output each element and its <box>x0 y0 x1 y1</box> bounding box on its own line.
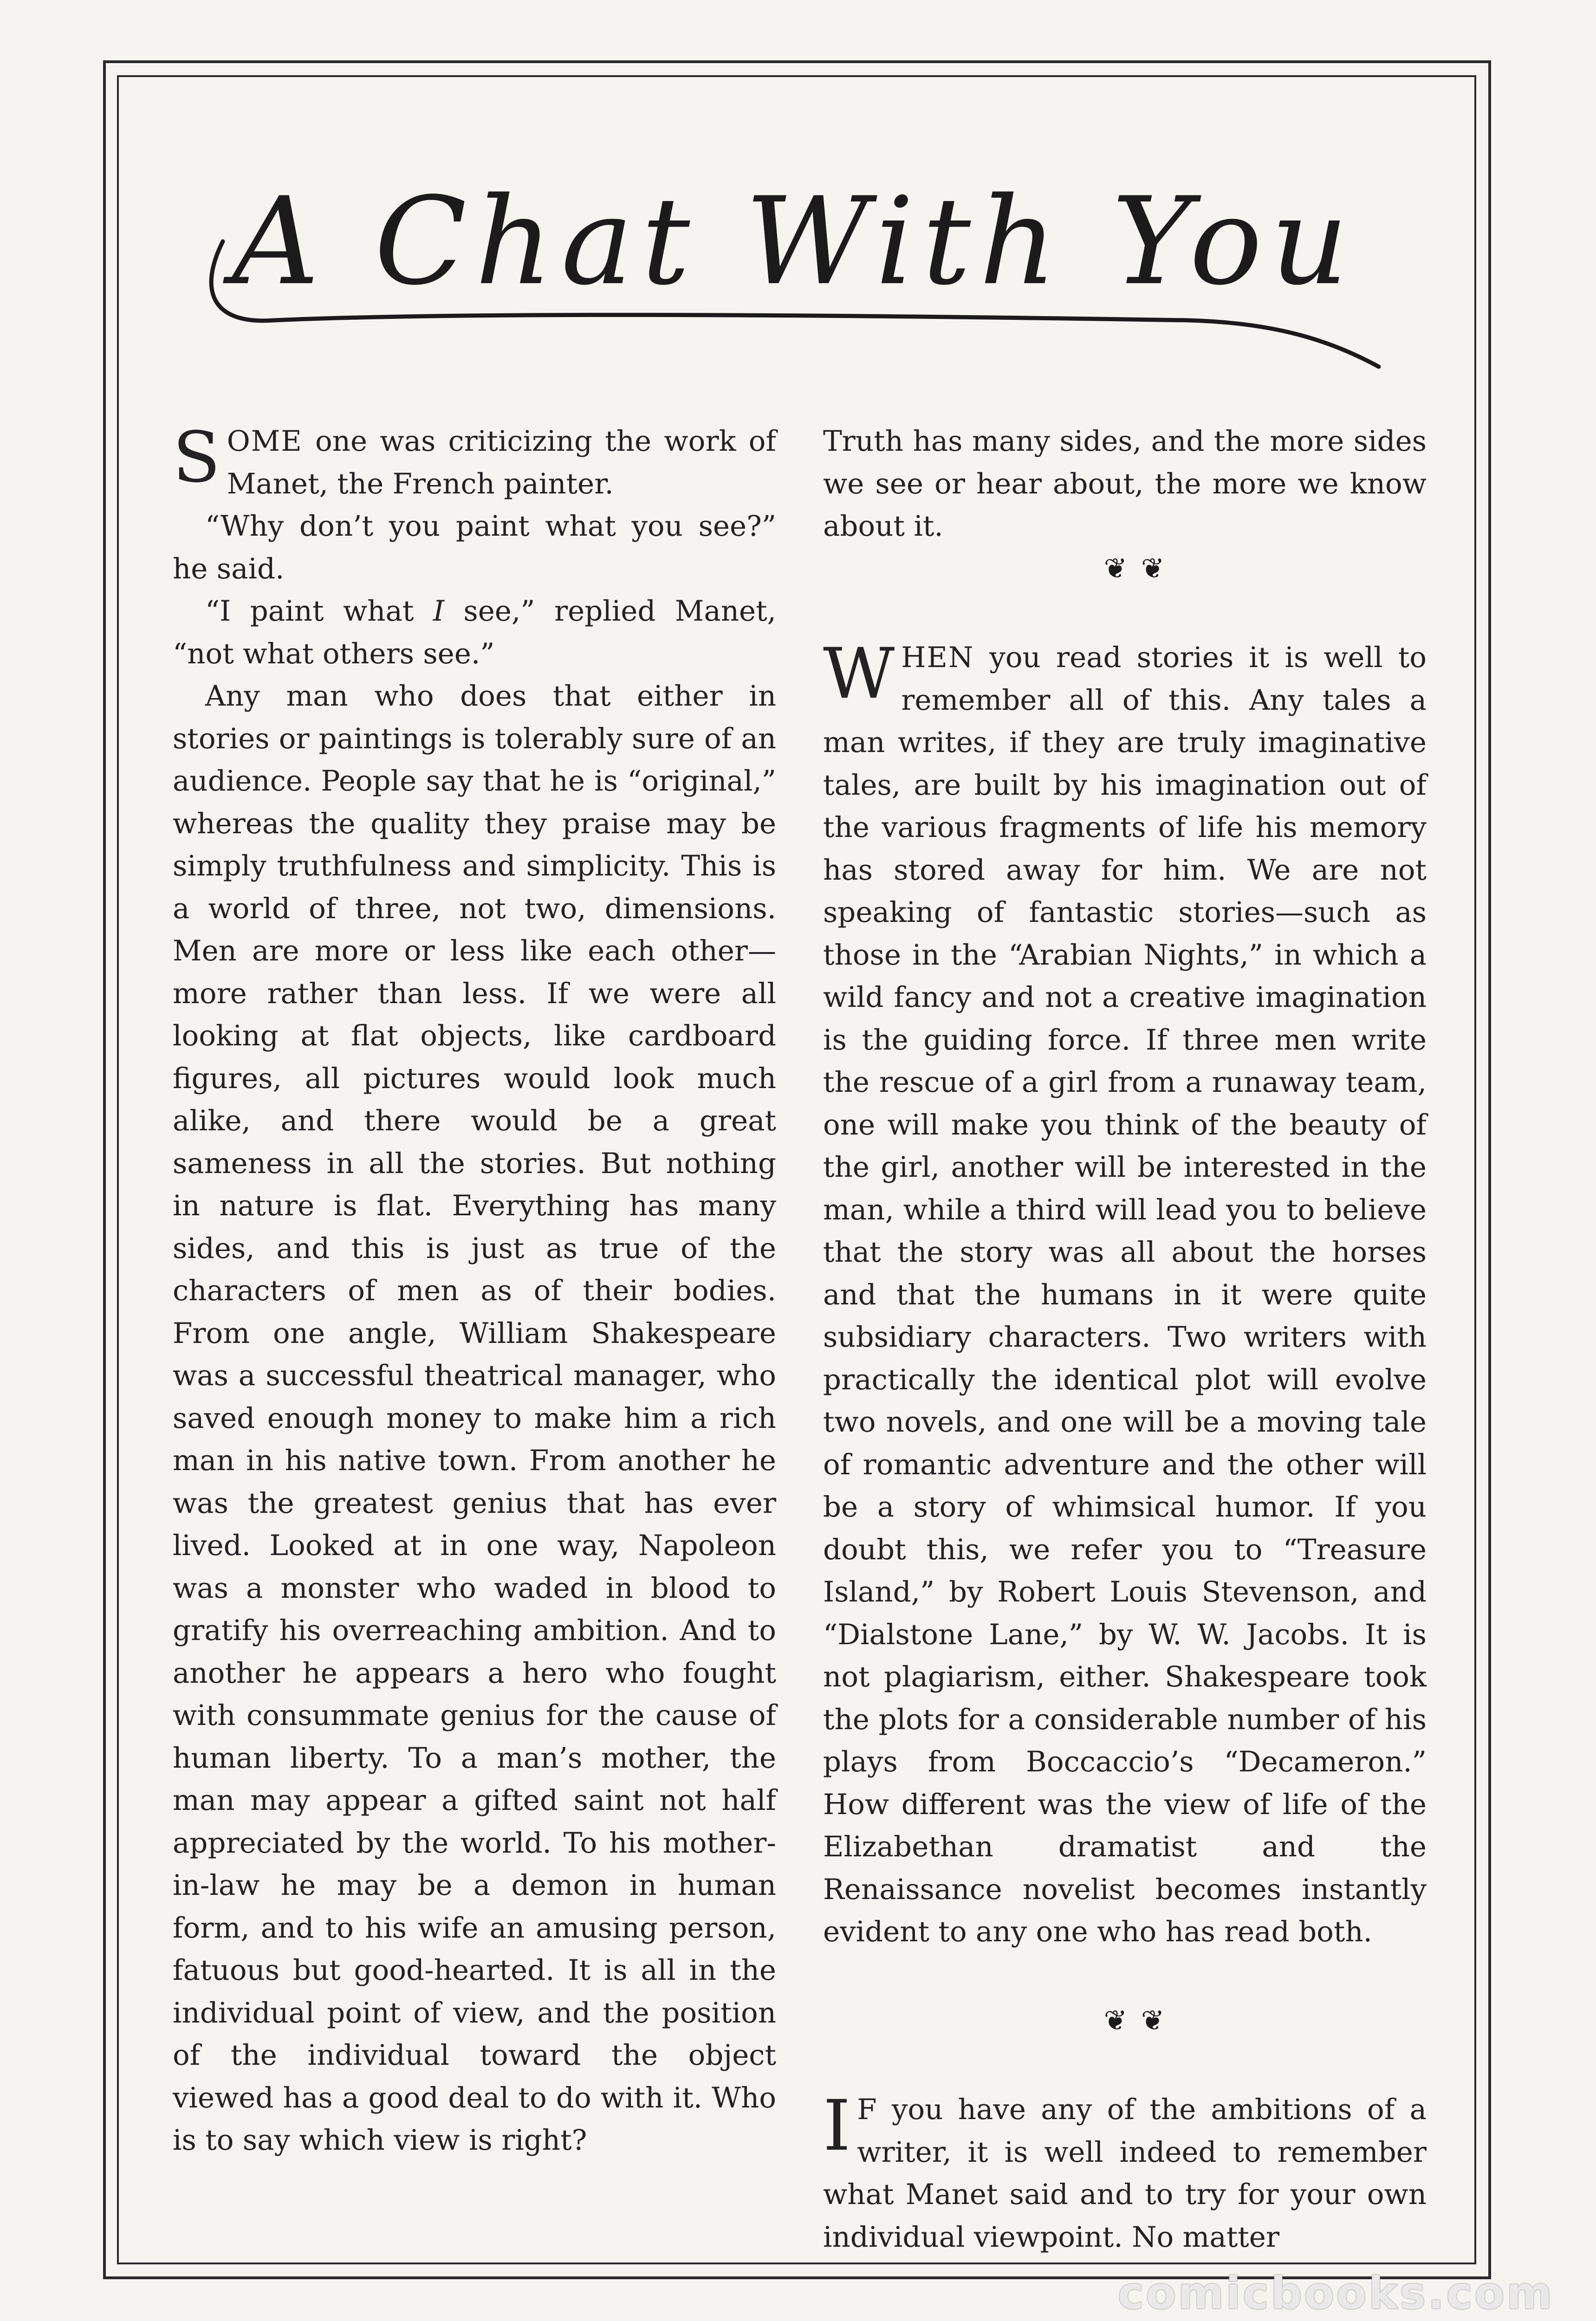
section-ornament: ❦❦ <box>1103 2004 1179 2037</box>
drop-cap: W <box>823 634 895 714</box>
page-title <box>204 172 1393 413</box>
left-column <box>173 417 777 2162</box>
title-text: A Chat With You <box>232 172 1357 312</box>
spacer <box>823 1953 1427 2000</box>
right-column <box>823 420 1427 2258</box>
paragraph-text: see,” replied Manet, “not what others see.” <box>173 595 777 670</box>
title-script-graphic <box>204 172 1393 413</box>
spacer <box>823 590 1427 636</box>
paragraph: “Why don’t you paint what you see?” he said. <box>173 510 776 585</box>
drop-cap: I <box>823 2086 851 2166</box>
paragraph-text: one was criticizing the work of Manet, the French painter. <box>227 425 776 500</box>
paragraph-text: F you have any of the ambitions of a writer, it is well indeed to remember what Manet said and to try for your own individual viewpoint. No matter <box>823 2093 1427 2254</box>
section-ornament: ❦❦ <box>1103 552 1179 585</box>
paragraph: Truth has many sides, and the more sides we see or hear about, the more we know about it. <box>823 425 1427 543</box>
site-watermark: comicbooks.com <box>1117 2268 1554 2319</box>
paragraph <box>173 417 776 505</box>
lead-in: OME <box>227 425 303 458</box>
emphasis-text: I <box>433 595 444 628</box>
spacer <box>823 2042 1427 2088</box>
drop-cap: S <box>173 417 221 498</box>
paragraph <box>823 2088 1427 2258</box>
lead-in: HEN <box>901 641 974 674</box>
paragraph-text: “I paint what <box>205 595 433 628</box>
paragraph-text: you read stories it is well to remember all of this. Any tales a man writes, if they are truly imaginative tales, are built by his imagination out of the various fragments of life his memory has stored away for him. We are not speaking of fantastic stories—such as those in the “Arabian Nights,” in which a wild fancy and not a creative imagination is the guiding force. If three men write the rescue of a girl from a runaway team, one will make you think of the beauty of the girl, another will be interested in the man, while a third will lead you to believe that the story was all about the horses and that the humans in it were quite subsidiary characters. Two writers with practically the identical plot will evolve two novels, and one will be a moving tale of romantic adventure and the other will be a story of whimsical humor. If you doubt this, we refer you to “Treasure Island,” by Robert Louis Stevenson, and “Dialstone Lane,” by W. W. Jacobs. It is not plagiarism, either. Shakespeare took the plots for a considerable number of his plays from Boccaccio’s “Decameron.” How different was the view of life of the Elizabethan dramatist and the Renaissance novelist becomes instantly evident to any one who has read both. <box>823 641 1427 1948</box>
paragraph: Any man who does that either in stories or paintings is tolerably sure of an audience. People say that he is “original,” whereas the quality they praise may be simply truthfulness and simplicity. This is a world of three, not two, dimensions. Men are more or less like each other—more rather than less. If we were all looking at flat objects, like cardboard figures, all pictures would look much alike, and there would be a great sameness in all the stories. But nothing in nature is flat. Everything has many sides, and this is just as true of the characters of men as of their bodies. From one angle, William Shakespeare was a successful theatrical manager, who saved enough money to make him a rich man in his native town. From another he was the greatest genius that has ever lived. Looked at in one way, Napoleon was a monster who waded in blood to gratify his overreaching ambition. And to another he appears a hero who fought with consummate genius for the cause of human liberty. To a man’s mother, the man may appear a gifted saint not half appreciated by the world. To his mother-in-law he may be a demon in human form, and to his wife an amusing person, fatuous but good-hearted. It is all in the individual point of view, and the position of the individual toward the object viewed has a good deal to do with it. Who is to say which view is right? <box>173 680 776 2157</box>
paragraph <box>173 590 776 675</box>
paragraph <box>823 636 1427 1953</box>
